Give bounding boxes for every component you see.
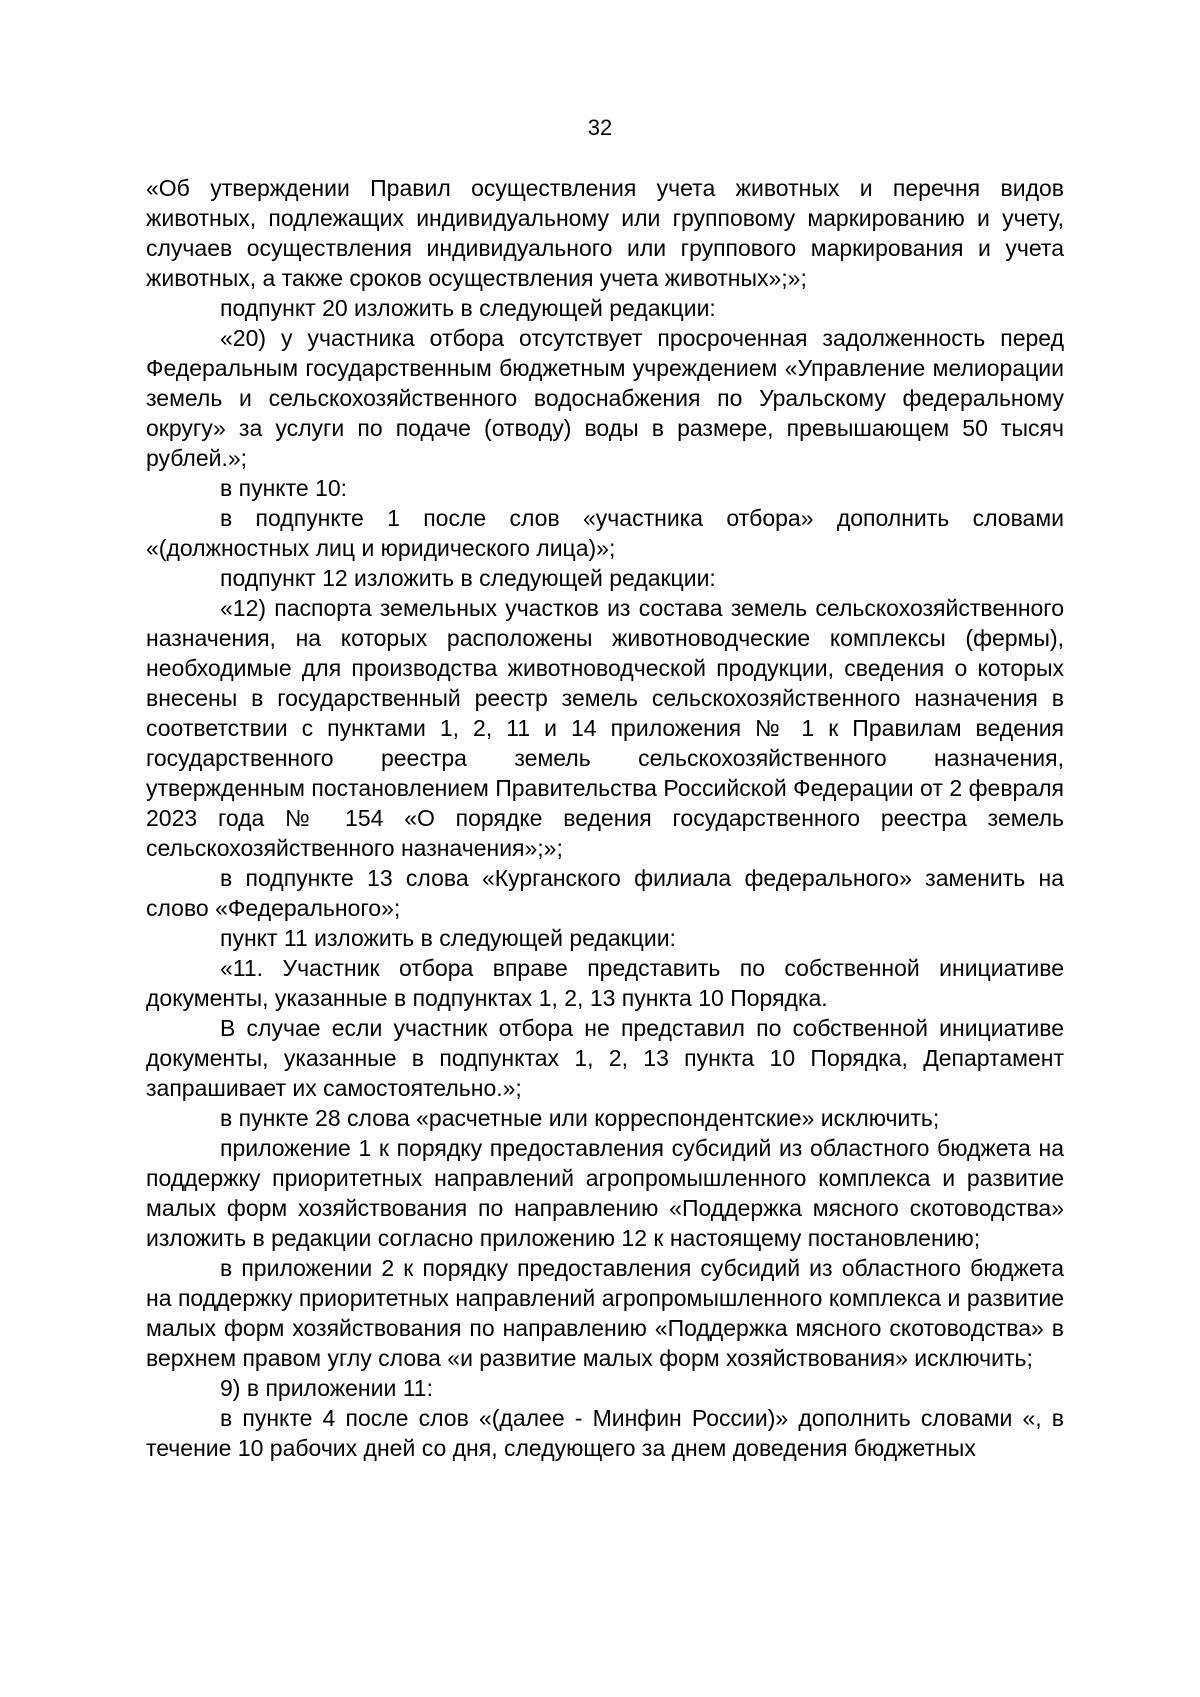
paragraph: приложение 1 к порядку предоставления субсидий из областного бюджета на поддержку приоритетных направлений агропромышленного комплекса и развитие малых форм хозяйствования по направлению «Поддержка мясного скотоводства» изложить в редакции согласно приложению 12 к настоящему постановлению; [146, 1135, 1064, 1251]
paragraph: в приложении 2 к порядку предоставления субсидий из областного бюджета на поддержку приоритетных направлений агропромышленного комплекса и развитие малых форм хозяйствования по направлению «Поддержка мясного скотоводства» в верхнем правом углу слова «и развитие малых форм хозяйствования» исключить; [146, 1255, 1064, 1371]
paragraph: «20) у участника отбора отсутствует просроченная задолженность перед Федеральным государственным бюджетным учреждением «Управление мелиорации земель и сельскохозяйственного водоснабжения по Уральскому федеральному округу» за услуги по подаче (отводу) воды в размере, превышающем 50 тысяч рублей.»; [146, 325, 1064, 471]
paragraph: в подпункте 13 слова «Курганского филиала федерального» заменить на слово «Федерального»; [146, 865, 1064, 921]
paragraph: В случае если участник отбора не представил по собственной инициативе документы, указанные в подпунктах 1, 2, 13 пункта 10 Порядка, Департамент запрашивает их самостоятельно.»; [146, 1015, 1064, 1101]
paragraph: пункт 11 изложить в следующей редакции: [220, 925, 676, 951]
paragraph: «11. Участник отбора вправе представить по собственной инициативе документы, указанные в подпунктах 1, 2, 13 пункта 10 Порядка. [146, 955, 1064, 1011]
paragraph: 9) в приложении 11: [220, 1375, 433, 1401]
paragraph: подпункт 20 изложить в следующей редакции: [220, 295, 716, 321]
paragraph: в пункте 4 после слов «(далее - Минфин России)» дополнить словами «, в течение 10 рабочих дней со дня, следующего за днем доведения бюджетных [146, 1405, 1064, 1461]
paragraph: в пункте 28 слова «расчетные или корреспондентские» исключить; [220, 1105, 940, 1131]
paragraph: в подпункте 1 после слов «участника отбора» дополнить словами «(должностных лиц и юридического лица)»; [146, 505, 1064, 561]
page-number: 32 [587, 115, 613, 140]
paragraph: подпункт 12 изложить в следующей редакции: [220, 565, 716, 591]
document-body [146, 173, 1064, 1463]
paragraph-continuation: «Об утверждении Правил осуществления учета животных и перечня видов животных, подлежащих индивидуальному или групповому маркированию и учету, случаев осуществления индивидуального или группового маркирования и учета животных, а также сроков осуществления учета животных»;»; [146, 175, 1064, 291]
paragraph: в пункте 10: [220, 475, 348, 501]
paragraph: «12) паспорта земельных участков из состава земель сельскохозяйственного назначения, на которых расположены животноводческие комплексы (фермы), необходимые для производства животноводческой продукции, сведения о которых внесены в государственный реестр земель сельскохозяйственного назначения в соответствии с пунктами 1, 2, 11 и 14 приложения № 1 к Правилам ведения государственного реестра земель сельскохозяйственного назначения, утвержденным постановлением Правительства Российской Федерации от 2 февраля 2023 года № 154 «О порядке ведения государственного реестра земель сельскохозяйственного назначения»;»; [146, 595, 1064, 861]
